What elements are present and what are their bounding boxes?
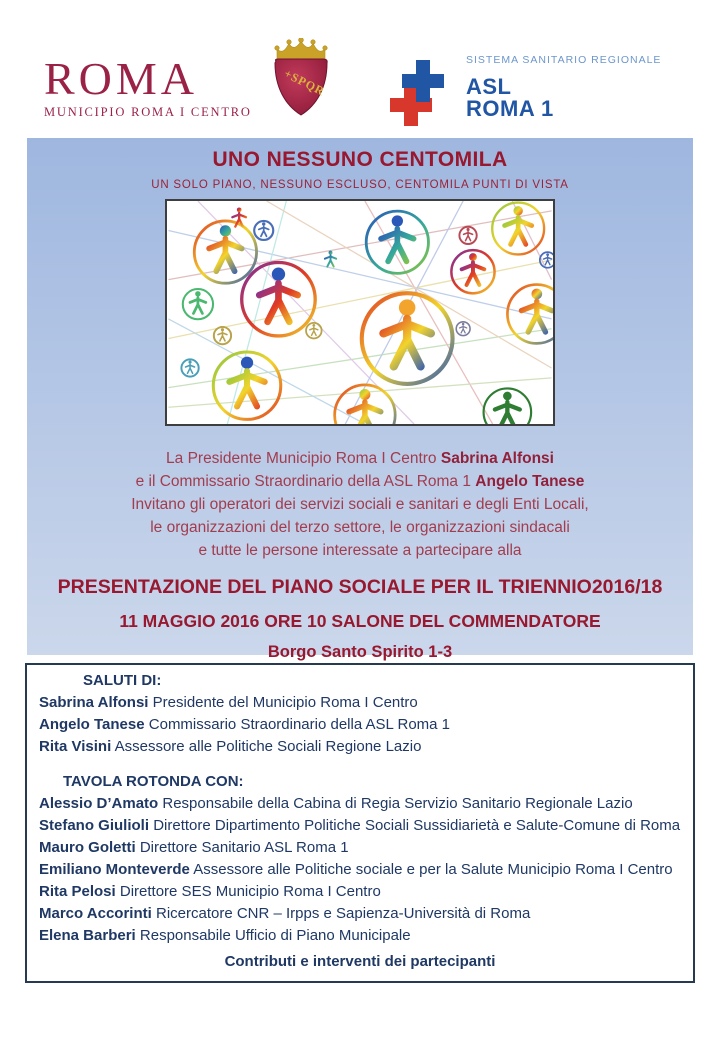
speaker-name: Mauro Goletti bbox=[39, 839, 136, 856]
speaker-name: Emiliano Monteverde bbox=[39, 861, 190, 878]
tavola-row bbox=[39, 793, 681, 815]
saluti-row bbox=[39, 714, 681, 736]
asl-name: ASL ROMA 1 bbox=[466, 74, 554, 122]
person-name: Angelo Tanese bbox=[475, 473, 585, 490]
asl-system-label: SISTEMA SANITARIO REGIONALE bbox=[466, 54, 662, 66]
speaker-name: Rita Pelosi bbox=[39, 883, 116, 900]
program-box bbox=[25, 663, 695, 983]
speaker-role: Direttore SES Municipio Roma I Centro bbox=[119, 883, 381, 900]
tavola-row bbox=[39, 859, 681, 881]
speaker-name: Elena Barberi bbox=[39, 927, 136, 944]
speaker-role: Responsabile Ufficio di Piano Municipale bbox=[139, 927, 411, 944]
speaker-role: Commissario Straordinario della ASL Roma 1 bbox=[148, 716, 451, 733]
hero-subtitle: UN SOLO PIANO, NESSUNO ESCLUSO, CENTOMILA PUNTI DI VISTA bbox=[151, 179, 569, 191]
tavola-row bbox=[39, 815, 681, 837]
saluti-row bbox=[39, 692, 681, 714]
speaker-name: Stefano Giulioli bbox=[39, 817, 150, 834]
asl-roma1-logo bbox=[388, 50, 661, 130]
spqr-crest-icon bbox=[258, 38, 344, 132]
saluti-heading: SALUTI DI: bbox=[83, 672, 162, 689]
invitation-line: e il Commissario Straordinario della ASL Roma 1 Angelo Tanese bbox=[135, 473, 585, 490]
speaker-role: Responsabile della Cabina di Regia Servizio Sanitario Regionale Lazio bbox=[162, 795, 633, 812]
spacer bbox=[39, 758, 681, 771]
tavola-row bbox=[39, 881, 681, 903]
invitation-text bbox=[27, 447, 693, 562]
tavola-row bbox=[39, 837, 681, 859]
speaker-name: Alessio D’Amato bbox=[39, 795, 159, 812]
person-name: Sabrina Alfonsi bbox=[440, 450, 554, 467]
event-datetime: 11 MAGGIO 2016 ORE 10 SALONE DEL COMMENDATORE bbox=[119, 611, 601, 631]
header bbox=[0, 0, 720, 138]
network-people-image bbox=[165, 199, 555, 426]
roma-logo-wordmark: ROMA bbox=[44, 53, 199, 104]
speaker-role: Ricercatore CNR – Irpps e Sapienza-Università di Roma bbox=[155, 905, 531, 922]
speaker-name: Marco Accorinti bbox=[39, 905, 152, 922]
speaker-name: Rita Visini bbox=[39, 738, 112, 755]
speaker-role: Direttore Dipartimento Politiche Sociali Sussidiarietà e Salute-Comune di Roma bbox=[153, 817, 681, 834]
speaker-role: Direttore Sanitario ASL Roma 1 bbox=[139, 839, 349, 856]
asl-logo-text bbox=[466, 50, 661, 121]
tavola-row bbox=[39, 925, 681, 947]
invitation-line: La Presidente Municipio Roma I Centro Sabrina Alfonsi bbox=[166, 450, 554, 467]
speaker-role: Assessore alle Politiche Sociali Regione Lazio bbox=[114, 738, 422, 755]
speaker-role: Assessore alle Politiche sociale e per la Salute Municipio Roma I Centro bbox=[193, 861, 673, 878]
hero-title: UNO NESSUNO CENTOMILA bbox=[212, 148, 508, 171]
hero-panel bbox=[27, 138, 693, 661]
speaker-role: Presidente del Municipio Roma I Centro bbox=[152, 694, 418, 711]
speaker-name: Sabrina Alfonsi bbox=[39, 694, 149, 711]
closing-note: Contributi e interventi dei partecipanti bbox=[224, 953, 496, 970]
event-title: PRESENTAZIONE DEL PIANO SOCIALE PER IL TRIENNIO2016/18 bbox=[57, 576, 663, 598]
roma-logo-subtitle: MUNICIPIO ROMA I CENTRO bbox=[44, 105, 252, 119]
speaker-name: Angelo Tanese bbox=[39, 716, 145, 733]
roma-municipio-logo bbox=[44, 53, 252, 120]
invitation-line: e tutte le persone interessate a partecipare alla bbox=[198, 542, 522, 559]
invitation-line: Invitano gli operatori dei servizi sociali e sanitari e degli Enti Locali, bbox=[131, 496, 589, 513]
tavola-row bbox=[39, 903, 681, 925]
tavola-heading: TAVOLA ROTONDA CON: bbox=[63, 773, 244, 790]
asl-cross-icon bbox=[388, 58, 454, 130]
invitation-line: le organizzazioni del terzo settore, le organizzazioni sindacali bbox=[150, 519, 570, 536]
event-location: Borgo Santo Spirito 1-3 bbox=[267, 643, 453, 661]
saluti-row bbox=[39, 736, 681, 758]
spqr-text: +SPQR bbox=[281, 66, 328, 99]
